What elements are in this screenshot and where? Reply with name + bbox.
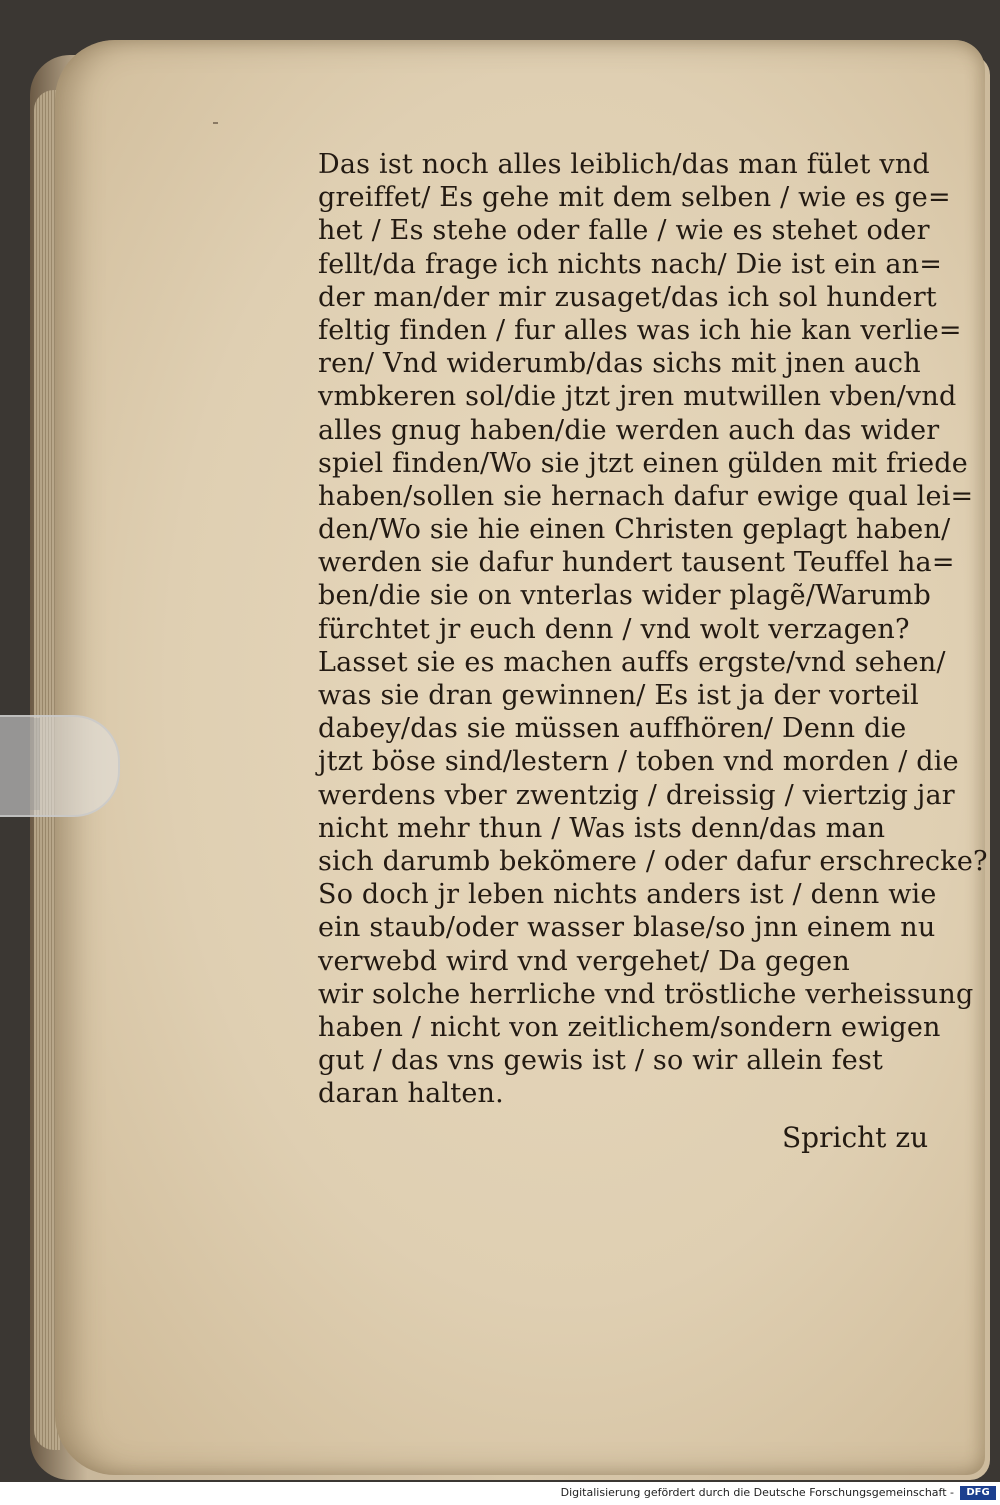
catchword: Spricht zu [782, 1121, 929, 1154]
text-line: fellt/da frage ich nichts nach/ Die ist ein an= [318, 248, 943, 280]
funding-credit: Digitalisierung gefördert durch die Deutsche Forschungsgemeinschaft - [560, 1486, 954, 1499]
text-line: sich darumb bekömere / oder dafur erschrecke? [318, 845, 988, 877]
text-line: alles gnug haben/die werden auch das wider [318, 414, 940, 446]
text-line: fürchtet jr euch denn / vnd wolt verzagen? [318, 613, 910, 645]
text-line: wir solche herrliche vnd tröstliche verheissung [318, 978, 974, 1010]
footer-bar [0, 1482, 1000, 1505]
body-text [318, 148, 988, 1110]
text-line: ben/die sie on vnterlas wider plagẽ/Warumb [318, 580, 932, 612]
text-line: verwebd wird vnd vergehet/ Da gegen [318, 945, 850, 977]
text-line: werden sie dafur hundert tausent Teuffel ha= [318, 547, 955, 579]
page-holder-clip [0, 715, 120, 817]
text-line: greiffet/ Es gehe mit dem selben / wie es ge= [318, 182, 951, 214]
text-line: feltig finden / fur alles was ich hie kan verlie= [318, 314, 962, 346]
page-mark [213, 122, 218, 124]
dfg-logo: DFG [960, 1486, 996, 1500]
text-line: gut / das vns gewis ist / so wir allein fest [318, 1045, 884, 1077]
text-line: dabey/das sie müssen auffhören/ Denn die [318, 713, 907, 745]
text-line: was sie dran gewinnen/ Es ist ja der vorteil [318, 680, 919, 711]
text-line: ein staub/oder wasser blase/so jnn einem nu [318, 912, 936, 944]
text-line: nicht mehr thun / Was ists denn/das man [318, 812, 886, 844]
text-line: Das ist noch alles leiblich/das man fület vnd [318, 149, 930, 180]
text-line: vmbkeren sol/die jtzt jren mutwillen vben/vnd [318, 381, 957, 413]
text-line: ren/ Vnd widerumb/das sichs mit jnen auch [318, 348, 921, 380]
text-line: werdens vber zwentzig / dreissig / viertzig jar [318, 779, 955, 811]
text-line: den/Wo sie hie einen Christen geplagt haben/ [318, 514, 951, 546]
text-line: jtzt böse sind/lestern / toben vnd morden / die [318, 746, 959, 778]
text-line: daran halten. [318, 1078, 504, 1110]
text-line: Lasset sie es machen auffs ergste/vnd sehen/ [318, 646, 946, 678]
text-line: der man/der mir zusaget/das ich sol hundert [318, 281, 937, 313]
text-line: So doch jr leben nichts anders ist / denn wie [318, 879, 937, 911]
text-line: haben/sollen sie hernach dafur ewige qual lei= [318, 480, 974, 512]
text-line: spiel finden/Wo sie jtzt einen gülden mit friede [318, 447, 968, 479]
text-line: haben / nicht von zeitlichem/sondern ewigen [318, 1011, 941, 1043]
text-line: het / Es stehe oder falle / wie es stehet oder [318, 215, 930, 247]
